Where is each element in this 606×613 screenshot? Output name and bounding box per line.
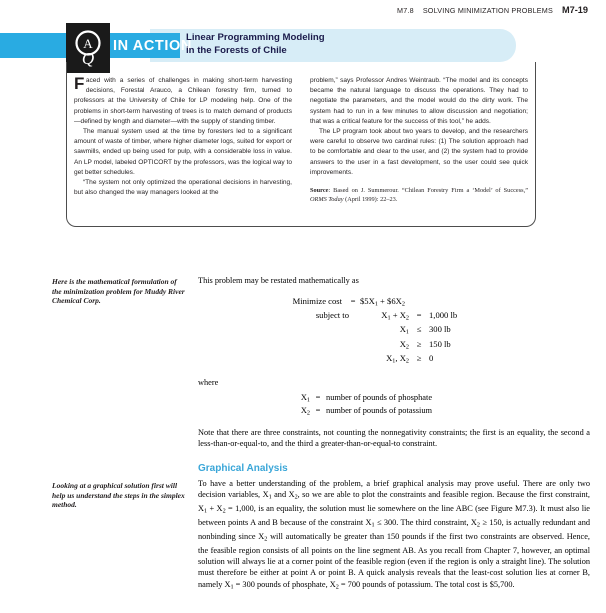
math-constraint-row xyxy=(198,324,590,338)
constraint-lhs: $X_2$ xyxy=(399,338,409,351)
running-header xyxy=(397,5,588,15)
drop-cap: F xyxy=(74,74,85,93)
header-section-title: SOLVING MINIMIZATION PROBLEMS xyxy=(422,6,553,15)
nonnegativity-rhs: 0 xyxy=(429,352,434,363)
constraint-relation: ≥ xyxy=(416,338,422,349)
variable-definitions xyxy=(198,393,590,419)
restated-intro-text: This problem may be restated mathematically as xyxy=(198,276,359,285)
constraint-relation: = xyxy=(416,310,422,321)
article-paragraph: problem,” says Professor Andres Weintraub. “The model and its concepts became the natural language to discuss the operations. They had to negotiate the parameters, and the model would do the dirty work. The system had to run in a few minutes to allow discussion and negotiation; that was a critical feature for the success of this tool,” he adds. xyxy=(310,77,528,125)
margin-note-graphical: Looking at a graphical solution first will help us understand the steps in the simplex method. xyxy=(52,481,185,510)
source-journal-name: ORMS Today xyxy=(310,195,344,203)
variable-equals: = xyxy=(315,393,321,402)
svg-text:Q: Q xyxy=(81,49,95,68)
nonnegativity-lhs: $X_1$, $X_2$ xyxy=(386,352,409,365)
in-action-title-line-1: Linear Programming Modeling xyxy=(186,32,325,43)
header-section-number: M7.8 xyxy=(397,6,414,15)
constraint-relation: ≤ xyxy=(416,324,422,335)
where-label: where xyxy=(198,378,219,387)
article-paragraph xyxy=(74,76,292,127)
nonnegativity-relation: ≥ xyxy=(416,352,422,363)
constraint-rhs: 300 lb xyxy=(429,324,451,335)
source-text-part-1: : Based on J. Summerour. “Chilean Forestry Firm a ‘Model’ of Success,” xyxy=(328,187,528,195)
in-action-title xyxy=(186,32,325,57)
constraint-lhs: $X_1$ xyxy=(399,324,409,336)
constraints-note-paragraph: Note that there are three constraints, not counting the nonnegativity constraints; the first is an equality, the second a less-than-or-equal-to, and the third a greater-than-or-equal-to constraint. xyxy=(198,428,590,449)
source-label: Source xyxy=(310,187,329,195)
variable-description: number of pounds of phosphate xyxy=(326,393,433,402)
article-paragraph: “The system not only optimized the operational decisions in harvesting, but also changed the way managers looked at the xyxy=(74,179,292,197)
variable-symbol: $X_2$ xyxy=(300,406,310,417)
in-action-label: IN ACTION xyxy=(113,38,192,54)
article-right-column xyxy=(310,76,528,204)
math-objective-row xyxy=(198,296,590,310)
variable-definition-row xyxy=(198,393,590,406)
variable-description: number of pounds of potassium xyxy=(326,406,433,416)
variable-equals: = xyxy=(315,406,321,416)
graphical-analysis-paragraph: To have a better understanding of the problem, a brief graphical analysis may prove useful. There are only two decision variables, $X_1$ and $X_2$, so we are able to plot the constraints and feasible region. Because the first constraint, $X_1 + X_2 = 1,000$, is an equality, the solution must lie somewhere on the line ABC (see Figure M7.3). It must also lie between points A and B because of the constraint $X_1 \le 300$. The third constraint, $X_2 \ge 150$, is actually redundant and nonbinding since $X_2$ will automatically be greater than 150 pounds if the first two constraints are observed. Hence, the feasible region consists of all points on the line segment AB. As you recall from Chapter 7, however, an optimal solution will always lie at a corner point of the feasible region (even if the region is only a straight line). The solution must therefore be either at point A or point B. A quick analysis reveals that the least-cost solution lies at corner B, namely $X_1 = 300$ pounds of phosphate, $X_2 = 700$ pounds of potassium. The total cost is $5,700. xyxy=(198,479,590,591)
in-action-title-line-2: in the Forests of Chile xyxy=(186,44,287,56)
subject-to-label: subject to xyxy=(315,310,349,321)
math-constraint-row xyxy=(198,339,590,353)
in-action-banner xyxy=(0,29,606,68)
svg-text:A: A xyxy=(83,36,93,51)
constraint-rhs: 150 lb xyxy=(429,338,451,349)
constraint-lhs: $X_1 + X_2$ xyxy=(381,310,409,322)
math-nonnegativity-row xyxy=(198,353,590,367)
article-left-column xyxy=(74,76,292,204)
math-constraint-row xyxy=(198,310,590,324)
article-paragraph-text: aced with a series of challenges in making short-term harvesting decisions, Forestal Arauco, a Chilean forestry firm, turned to professors at the University of Chile for LP modeling help. One of the problems in short-term harvesting of trees is to match demand of products—defined by length and diameter—with the supply of standing timber. xyxy=(74,77,292,125)
variable-definition-row xyxy=(198,406,590,419)
math-model-block xyxy=(198,296,590,367)
margin-note-formulation: Here is the mathematical formulation of the minimization problem for Muddy River Chemical Corp. xyxy=(52,277,185,306)
variable-symbol: $X_1$ xyxy=(300,393,310,404)
objective-expression: $\$5X_1$ + $\$6X_2$ xyxy=(360,296,405,308)
objective-equals: = xyxy=(350,296,356,306)
source-citation xyxy=(310,187,528,204)
in-action-columns xyxy=(74,76,529,204)
source-text-part-2: (April 1999): 22–23. xyxy=(343,195,398,203)
article-paragraph: The manual system used at the time by foresters led to a significant amount of waste of timber, where higher diameter logs, suited for export or sawmills, ended up being used for pulp, with a considerable loss in value. An LP model, labeled OPTICORT by the professors, was the logical way to get better schedules. xyxy=(74,128,292,176)
article-paragraph: The LP program took about two years to develop, and the researchers were careful to observe two cardinal rules: (1) The solution approach had to be comfortable and clear to the user, and (2) the system had to provide answers to the user in a fast development, so the user could see quick improvements. xyxy=(310,128,528,176)
objective-label: Minimize cost xyxy=(292,296,342,306)
graphical-analysis-heading: Graphical Analysis xyxy=(198,463,288,474)
constraint-rhs: 1,000 lb xyxy=(429,310,458,321)
page-folio: M7-19 xyxy=(561,5,588,15)
banner-accent-bar-left xyxy=(0,33,70,58)
